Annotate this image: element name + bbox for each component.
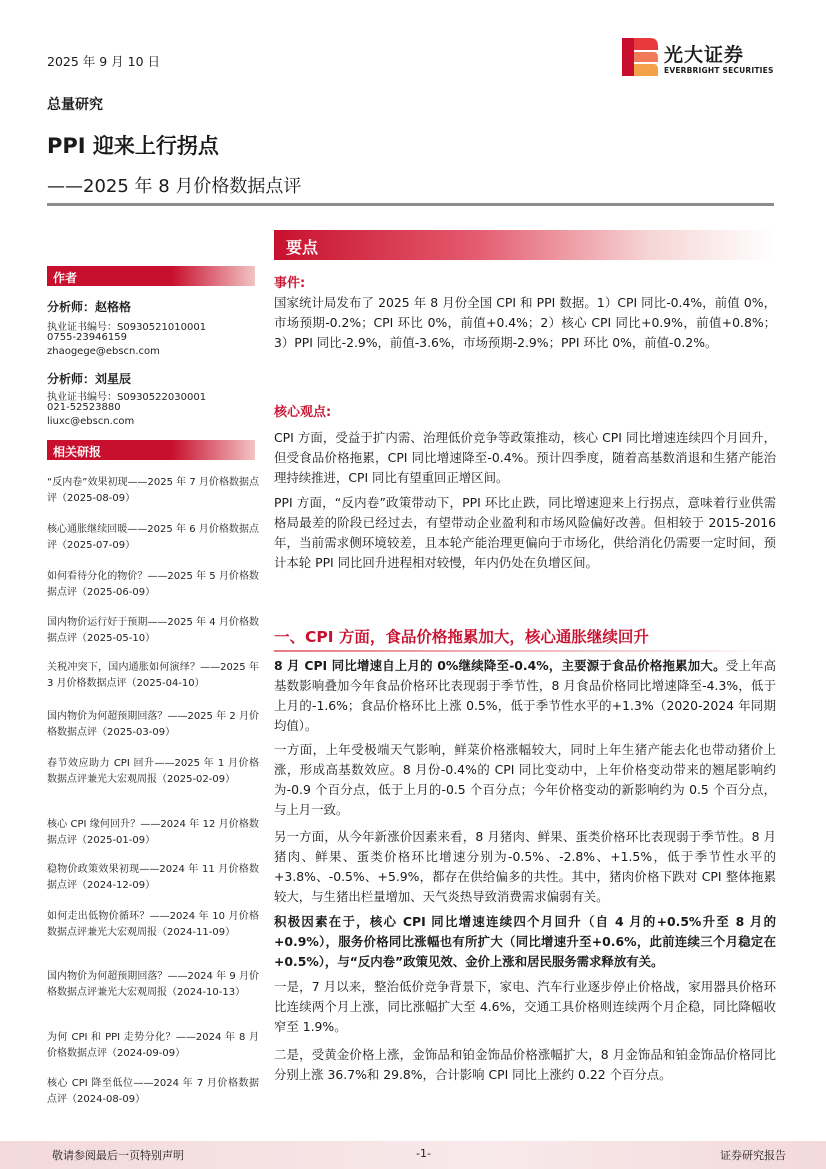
footer-report-type: 证券研究报告 [720,1149,786,1162]
section-heading: 一、CPI 方面，食品价格拖累加大，核心通胀继续回升 [274,628,649,646]
analyst-phone: 021-52523880 [47,402,121,413]
report-category: 总量研究 [47,97,103,113]
logo-text-cn: 光大证券 [664,44,745,66]
author-heading: 作者 [47,266,255,286]
key-points-banner [274,230,774,260]
body-paragraph: 二是，受黄金价格上涨，金饰品和铂金饰品价格涨幅扩大，8 月金饰品和铂金饰品价格同比分别上涨 36.7%和 29.8%，合计影响 CPI 同比上涨约 0.22 个百分点。 [274,1047,776,1082]
paragraph-lead: 8 月 CPI 同比增速自上月的 0%继续降至-0.4%，主要源于食品价格拖累加大。 [274,658,726,673]
report-title: PPI 迎来上行拐点 [47,134,219,158]
body-paragraph: 一是，7 月以来，整治低价竞争背景下，家电、汽车行业逐步停止价格战，家用器具价格环比连续两个月上涨，同比涨幅扩大至 4.6%，交通工具价格则连续两个月企稳，同比降幅收窄至 1.9%。 [274,979,776,1034]
event-label: 事件: [274,276,306,291]
header-divider [47,203,774,206]
related-report-link[interactable]: 关税冲突下，国内通胀如何演绎？——2025 年 3 月价格数据点评（2025-04-10） [47,662,259,689]
related-report-link[interactable]: 为何 CPI 和 PPI 走势分化？——2024 年 8 月价格数据点评（2024-09-09） [47,1032,259,1059]
related-report-link[interactable]: 核心 CPI 缘何回升？——2024 年 12 月价格数据点评（2025-01-09） [47,819,259,846]
related-report-link[interactable]: 如何看待分化的物价？——2025 年 5 月价格数据点评（2025-06-09） [47,571,259,598]
everbright-logo-icon [620,36,660,78]
event-paragraph: 国家统计局发布了 2025 年 8 月份全国 CPI 和 PPI 数据。1）CPI 同比-0.4%，前值 0%，市场预期-0.2%；CPI 环比 0%，前值+0.4%；2）核心 CPI 同比+0.9%，前值+0.8%；3）PPI 同比-2.9%，前值-3.6%，市场预期-2.9%；PPI 环比 0%，前值-0.2%。 [274,295,776,350]
core-view-paragraph: PPI 方面，“反内卷”政策带动下，PPI 环比止跌，同比增速迎来上行拐点，意味着行业供需格局最差的阶段已经过去，有望带动企业盈利和市场风险偏好改善。但相较于 2015-2016 年，当前需求侧环境较差，且本轮产能治理更偏向于市场化，供给消化仍需要一定时间，预计本轮 PPI 同比回升进程相对较慢，年内仍处在负增区间。 [274,495,776,570]
related-report-link[interactable]: 春节效应助力 CPI 回升——2025 年 1 月价格数据点评兼光大宏观周报（2025-02-09） [47,758,259,785]
related-report-link[interactable]: 国内物价为何超预期回落？——2025 年 2 月价格数据点评（2025-03-09） [47,711,259,738]
report-date: 2025 年 9 月 10 日 [47,54,161,69]
paragraph-lead: 积极因素在于，核心 CPI 同比增速连续四个月回升（自 4 月的+0.5%升至 8 月的+0.9%），服务价格同比涨幅也有所扩大（同比增速升至+0.6%，此前连续三个月稳定在+0.5%），与“反内卷”政策见效、金价上涨和居民服务需求释放有关。 [274,914,776,969]
related-report-link[interactable]: 如何走出低物价循环？——2024 年 10 月价格数据点评兼光大宏观周报（2024-11-09） [47,911,259,938]
analyst-name: 分析师：赵格格 [47,300,132,314]
everbright-logo [620,36,790,80]
related-reports-heading: 相关研报 [47,440,255,460]
analyst-email[interactable]: zhaogege@ebscn.com [47,346,160,357]
analyst-cert: 执业证书编号：S0930522030001 [47,392,207,403]
related-report-link[interactable]: 稳物价政策效果初现——2024 年 11 月价格数据点评（2024-12-09） [47,864,259,891]
related-report-link[interactable]: 核心通胀继续回暖——2025 年 6 月价格数据点评（2025-07-09） [47,524,259,551]
analyst-email[interactable]: liuxc@ebscn.com [47,416,135,427]
body-paragraph-emphasis [274,912,776,972]
body-paragraph: 一方面，上年受极端天气影响，鲜菜价格涨幅较大，同时上年生猪产能去化也带动猪价上涨，形成高基数效应。8 月份-0.4%的 CPI 同比变动中，上年价格变动带来的翘尾影响约为-0.9 个百分点，低于上月的-0.5 个百分点；今年价格变动的新影响约为 0.5 个百分点，与上月一致。 [274,742,776,817]
related-report-link[interactable]: 核心 CPI 降至低位——2024 年 7 月价格数据点评（2024-08-09） [47,1078,259,1105]
body-paragraph: 另一方面，从今年新涨价因素来看，8 月猪肉、鲜果、蛋类价格环比表现弱于季节性。8 月猪肉、鲜果、蛋类价格环比增速分别为-0.5%、-2.8%、+1.5%，低于季节性水平的+3.8%、-0.5%、+5.9%，都存在供给偏多的共性。其中，猪肉价格下跌对 CPI 整体拖累较大，与生猪出栏量增加、天气炎热导致消费需求偏弱有关。 [274,829,776,904]
related-report-link[interactable]: 国内物价运行好于预期——2025 年 4 月价格数据点评（2025-05-10） [47,617,259,644]
core-view-label: 核心观点: [274,405,332,420]
body-paragraph [274,656,776,736]
core-view-paragraph: CPI 方面，受益于扩内需、治理低价竞争等政策推动，核心 CPI 同比增速连续四个月回升，但受食品价格拖累，CPI 同比增速降至-0.4%。预计四季度，随着高基数消退和生猪产能治理持续推进，CPI 同比有望重回正增区间。 [274,430,776,485]
key-points-title: 要点 [286,238,319,257]
related-report-link[interactable]: 国内物价为何超预期回落？——2024 年 9 月价格数据点评兼光大宏观周报（2024-10-13） [47,971,259,998]
analyst-cert: 执业证书编号：S0930521010001 [47,322,207,333]
footer-disclaimer[interactable]: 敬请参阅最后一页特别声明 [52,1149,184,1162]
paragraph-body: 受上年高基数影响叠加今年食品价格环比表现弱于季节性，8 月食品价格同比增速降至-4.3%，低于上月的-1.6%；食品价格环比上涨 0.5%，低于季节性水平的+1.3%（2020-2024 年同期均值）。 [274,658,776,733]
page-number: -1- [416,1147,431,1160]
analyst-name: 分析师：刘星辰 [47,372,132,386]
report-subtitle: ——2025 年 8 月价格数据点评 [47,176,302,197]
section-divider [274,650,774,652]
analyst-phone: 0755-23946159 [47,332,127,343]
related-report-link[interactable]: “反内卷”效果初现——2025 年 7 月价格数据点评（2025-08-09） [47,477,259,504]
logo-text-en: EVERBRIGHT SECURITIES [664,66,774,75]
